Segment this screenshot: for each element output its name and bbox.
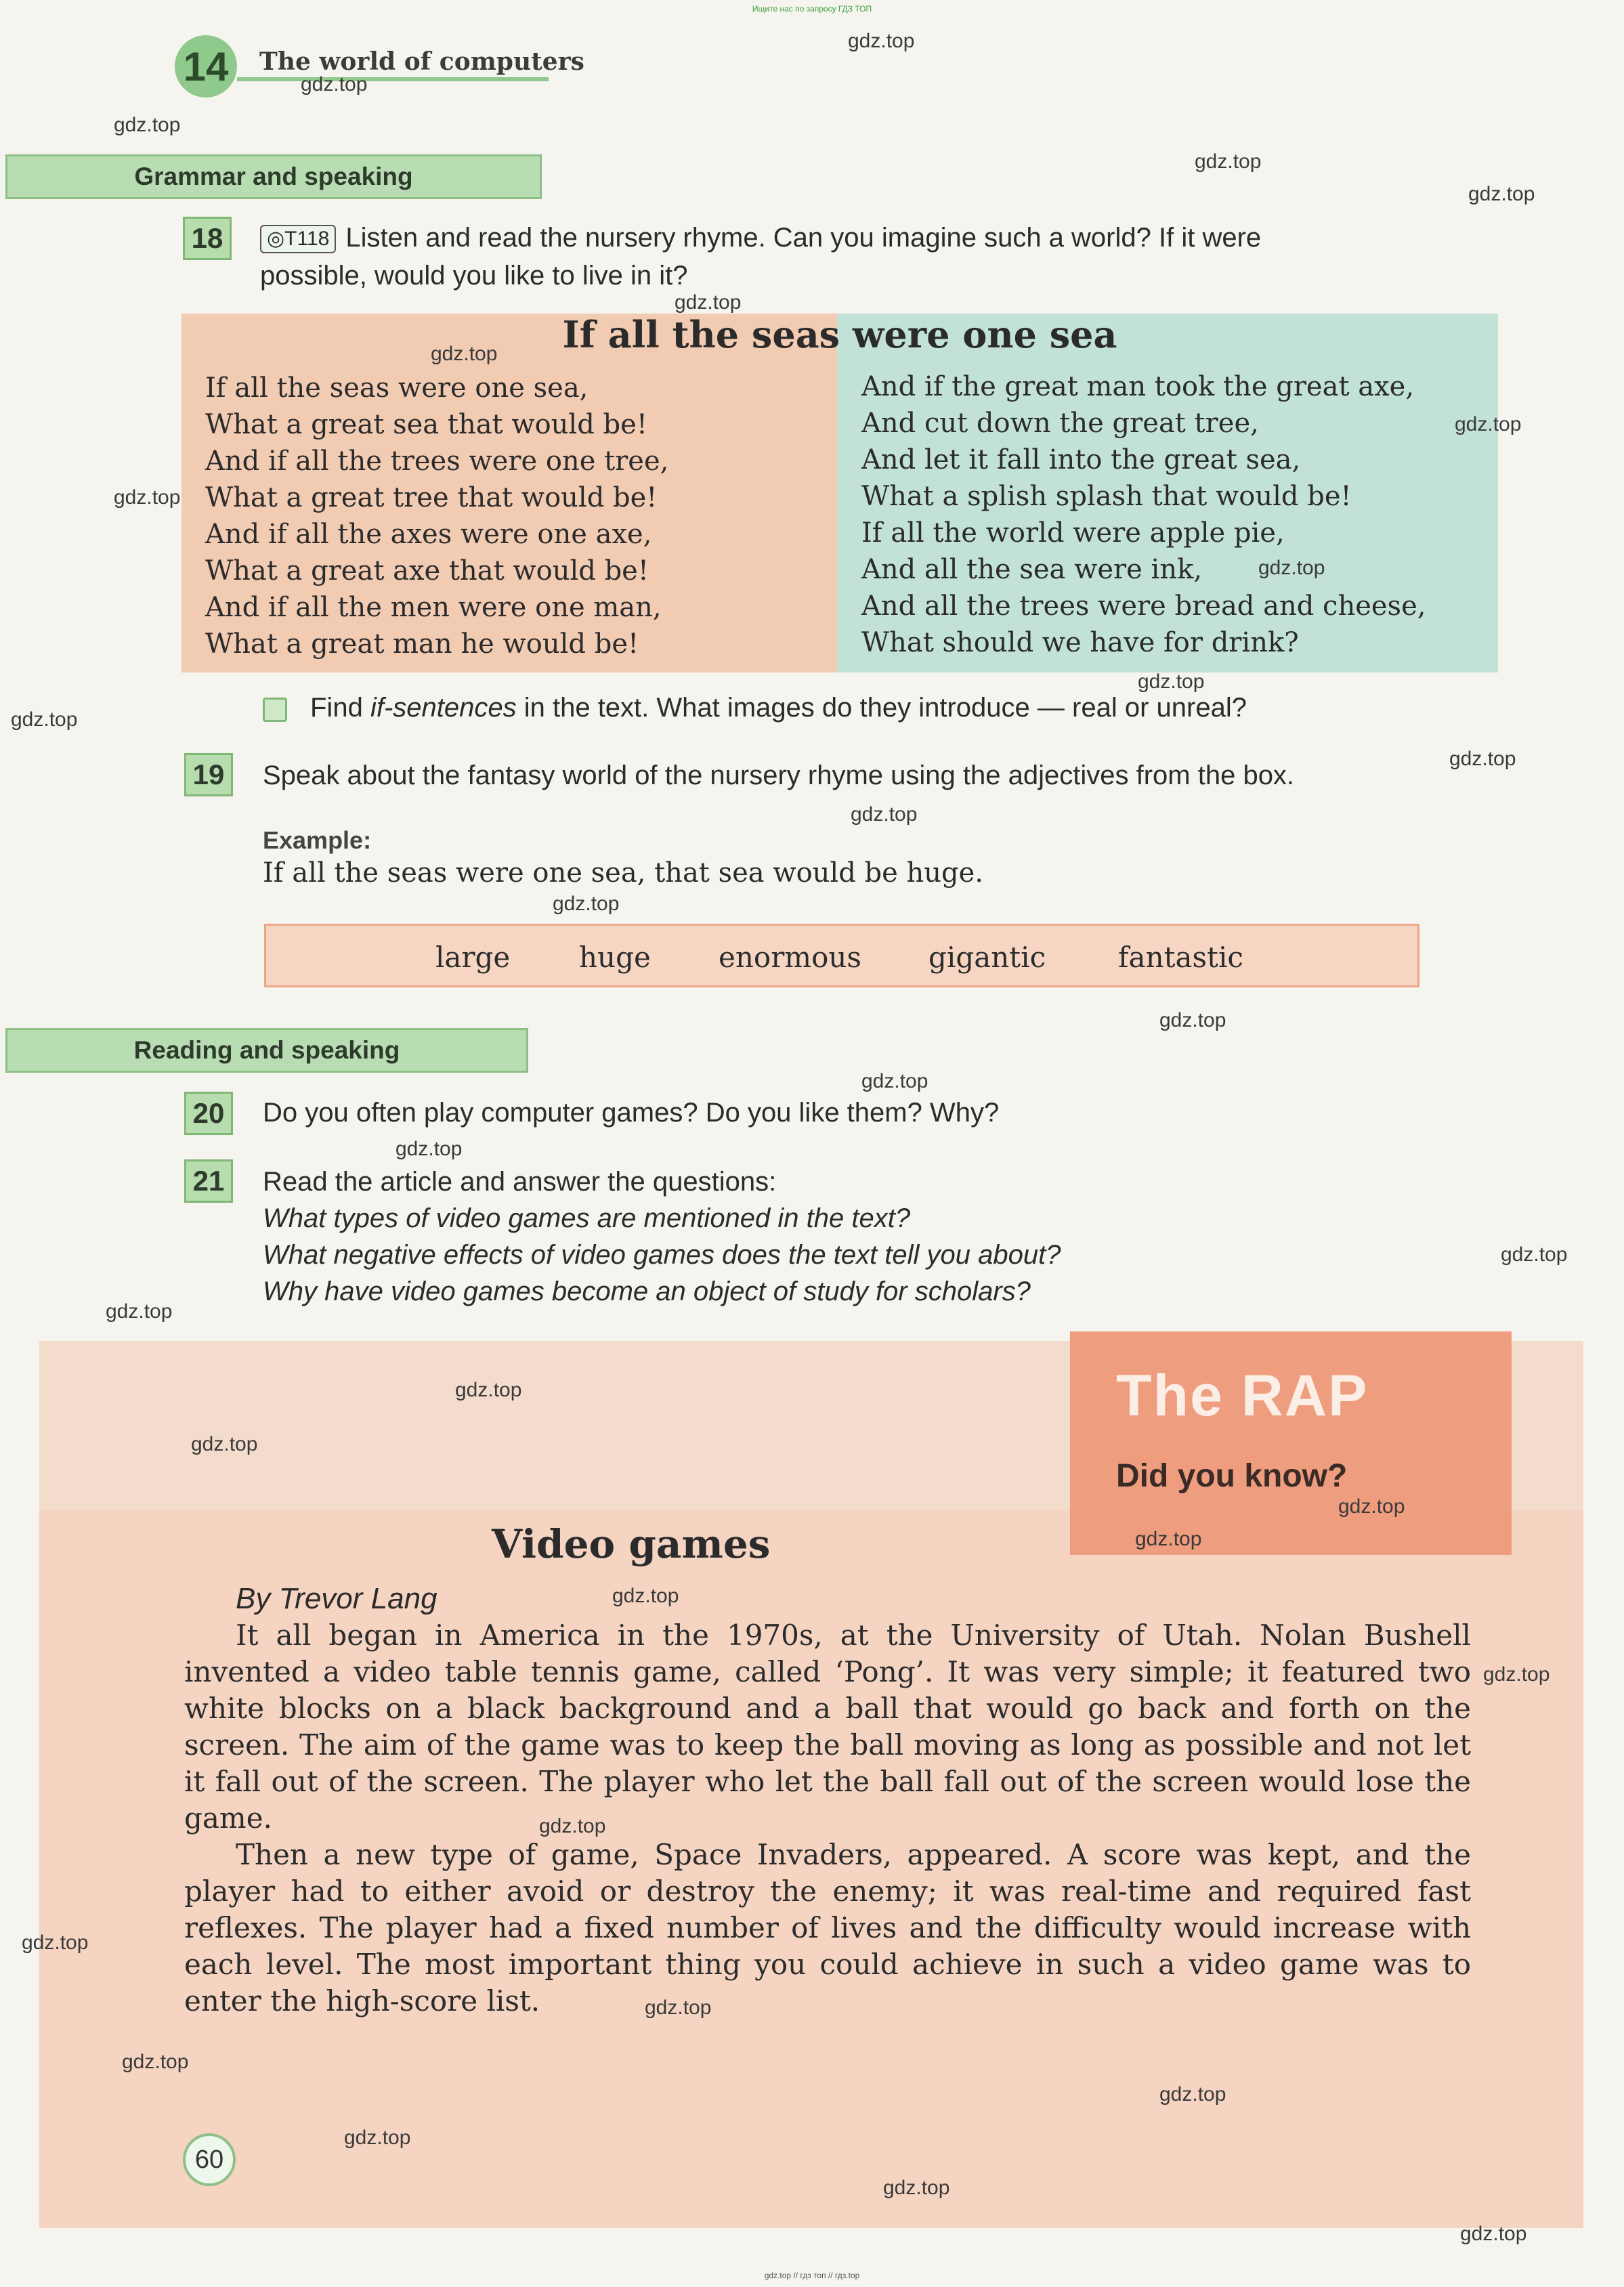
exercise-19-instruction: Speak about the fantasy world of the nursery rhyme using the adjectives from the box. (263, 761, 1295, 790)
poem-line: What a great tree that would be! (205, 482, 658, 513)
poem-line: What a great axe that would be! (205, 555, 649, 586)
watermark-text: gdz.top (861, 1070, 928, 1092)
question-item: Why have video games become an object of study for scholars? (263, 1277, 1031, 1306)
poem-line: And cut down the great tree, (861, 408, 1259, 439)
task-text-start: Find (310, 693, 370, 723)
watermark-text: gdz.top (1195, 150, 1262, 173)
watermark-text: gdz.top (1159, 1009, 1226, 1031)
adjective-word: gigantic (928, 941, 1046, 974)
exercise-18-task (310, 689, 1502, 726)
unit-title: The world of computers (259, 47, 584, 76)
watermark-text: gdz.top (122, 2051, 189, 2073)
watermark-text: gdz.top (344, 2126, 411, 2149)
example-label: Example: (263, 826, 372, 854)
section-grammar-speaking: Grammar and speaking (5, 154, 542, 199)
rap-subtitle: Did you know? (1116, 1458, 1348, 1494)
poem-line: And if all the men were one man, (205, 592, 662, 623)
exercise-18-line-2: possible, would you like to live in it? (260, 261, 688, 291)
watermark-text: gdz.top (539, 1815, 606, 1837)
adjective-word: huge (579, 941, 651, 974)
bottom-note: gdz.top // гдз топ // гдз.top (764, 2271, 860, 2280)
watermark-text: gdz.top (1338, 1495, 1405, 1518)
poem-line: And all the sea were ink, (861, 554, 1203, 585)
watermark-text: gdz.top (1483, 1663, 1550, 1686)
watermark-text: gdz.top (1159, 2083, 1226, 2106)
watermark-text: gdz.top (301, 73, 368, 95)
exercise-number-18: 18 (183, 217, 232, 260)
poem-line: What a great man he would be! (205, 628, 639, 660)
rap-title: The RAP (1116, 1363, 1369, 1428)
adjectives-box (264, 924, 1419, 987)
example-sentence: If all the seas were one sea, that sea would be huge. (263, 857, 984, 889)
watermark-text: gdz.top (106, 1300, 173, 1323)
watermark-text: gdz.top (431, 343, 498, 365)
watermark-text: gdz.top (11, 708, 78, 731)
watermark-text: gdz.top (22, 1931, 89, 1954)
article-title: Video games (492, 1521, 771, 1567)
poem-title: If all the seas were one sea (562, 313, 1117, 356)
poem-line: If all the world were apple pie, (861, 517, 1285, 549)
adjective-word: fantastic (1118, 941, 1243, 974)
watermark-text: gdz.top (1138, 670, 1205, 693)
audio-track-badge[interactable]: ◎T118 (260, 225, 336, 253)
watermark-text: gdz.top (1468, 183, 1535, 205)
watermark-text: gdz.top (612, 1585, 679, 1607)
watermark-text: gdz.top (851, 803, 918, 826)
watermark-text: gdz.top (191, 1433, 258, 1455)
exercise-21-text: Read the article and answer the questions: (263, 1167, 777, 1197)
poem-line: And if the great man took the great axe, (861, 371, 1415, 402)
exercise-number-21: 21 (184, 1159, 233, 1203)
article-byline: By Trevor Lang (236, 1582, 437, 1615)
exercise-18-instruction (260, 219, 1472, 256)
poem-line: What a great sea that would be! (205, 409, 647, 440)
poem-line: And if all the trees were one tree, (205, 446, 669, 477)
exercise-20-text: Do you often play computer games? Do you like them? Why? (263, 1098, 1000, 1128)
watermark-text: gdz.top (1460, 2223, 1527, 2245)
watermark-text: gdz.top (675, 291, 742, 314)
exercise-number-20: 20 (184, 1092, 233, 1135)
poem-line: And if all the axes were one axe, (205, 519, 652, 550)
adjective-word: large (435, 941, 511, 974)
poem-line: And let it fall into the great sea, (861, 444, 1301, 475)
adjective-word: enormous (719, 941, 861, 974)
unit-number-badge: 14 (175, 35, 237, 98)
watermark-text: gdz.top (1135, 1528, 1202, 1550)
exercise-18-line-1: Listen and read the nursery rhyme. Can you imagine such a world? If it were (345, 223, 1262, 253)
watermark-text: gdz.top (883, 2177, 950, 2199)
unit-underline (237, 77, 549, 81)
poem-line: What a splish splash that would be! (861, 481, 1352, 512)
poem-left-column (205, 370, 668, 662)
exercise-number-19: 19 (184, 753, 233, 796)
poem-line: And all the trees were bread and cheese, (861, 591, 1426, 622)
task-checkbox[interactable] (263, 698, 287, 722)
question-item: What negative effects of video games does the text tell you about? (263, 1240, 1061, 1270)
watermark-text: gdz.top (645, 1996, 712, 2019)
task-text-end: in the text. What images do they introduce — real or unreal? (516, 693, 1247, 723)
watermark-text: gdz.top (114, 114, 181, 136)
watermark-text: gdz.top (1258, 557, 1325, 579)
watermark-text: gdz.top (455, 1379, 522, 1401)
top-note: Ищите нас по запросу ГДЗ ТОП (752, 4, 872, 14)
watermark-text: gdz.top (114, 486, 181, 509)
watermark-text: gdz.top (848, 30, 915, 52)
watermark-text: gdz.top (553, 893, 620, 915)
section-reading-speaking: Reading and speaking (5, 1028, 528, 1073)
watermark-text: gdz.top (1455, 413, 1522, 435)
article-paragraph-2: Then a new type of game, Space Invaders, appeared. A score was kept, and the player had to either avoid or destroy the enemy; it was real-time and required fast reflexes. The player had a fixed number of lives and the difficulty would increase with each level. The most important thing you could achieve in such a video game was to enter the high-score list. (184, 1838, 1471, 2017)
watermark-text: gdz.top (1501, 1243, 1568, 1266)
poem-right-column (861, 368, 1426, 661)
page-number: 60 (183, 2133, 236, 2186)
watermark-text: gdz.top (396, 1138, 463, 1160)
task-text-italic: if-sentences (370, 693, 517, 723)
question-item: What types of video games are mentioned in the text? (263, 1203, 911, 1233)
poem-line: If all the seas were one sea, (205, 372, 589, 404)
article-paragraph-1: It all began in America in the 1970s, at the University of Utah. Nolan Bushell invented a video table tennis game, called ‘Pong’. It was very simple; it featured two white blocks on a black background and a ball that would go back and forth on the screen. The aim of the game was to keep the ball moving as long as possible and not let it fall out of the screen. The player who let the ball fall out of the screen would lose the game. (184, 1619, 1471, 1835)
watermark-text: gdz.top (1449, 748, 1516, 770)
poem-line: What should we have for drink? (861, 627, 1299, 658)
